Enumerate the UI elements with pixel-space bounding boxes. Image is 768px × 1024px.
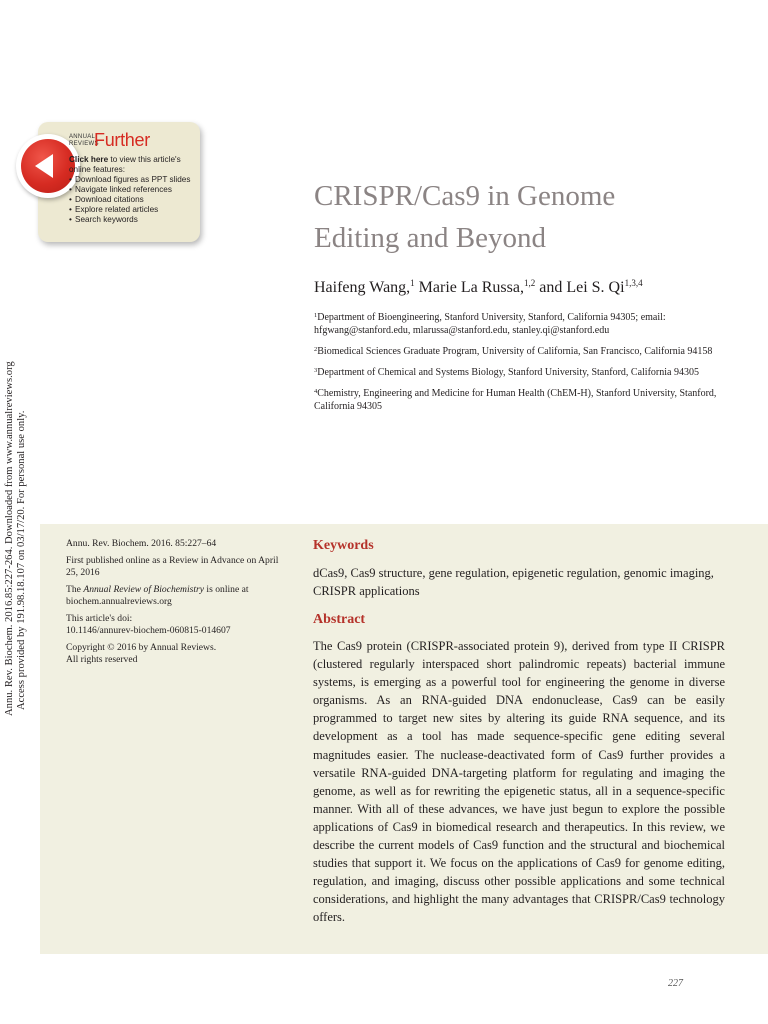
further-item[interactable]: • Explore related articles (69, 205, 197, 215)
download-notice (4, 286, 28, 716)
keywords-heading: Keywords (313, 538, 374, 553)
online-suffix: is online at biochem.annualreviews.org (66, 584, 249, 607)
first-published: First published online as a Review in Advance on April 25, 2016 (66, 555, 279, 578)
download-notice-line-1: Annu. Rev. Biochem. 2016.85:227-264. Downloaded from www.annualreviews.org (4, 361, 15, 716)
article-meta (66, 538, 286, 671)
abstract-text: The Cas9 protein (CRISPR-associated protein 9), derived from type II CRISPR (clustered regularly interspaced short palindromic repeats) bacterial immune systems, is emerging as a powerful tool for engineering the genome in diverse organisms. As an RNA-guided DNA endonuclease, Cas9 can be easily programmed to target new sites by altering its guide RNA sequence, and its development as a tool has made sequence-specific gene editing several magnitudes easier. The nuclease-deactivated form of Cas9 further provides a versatile RNA-guided DNA-targeting platform for regulating and imaging the genome, as well as for rewriting the epigenetic status, all in a sequence-specific manner. With all of these advances, we have just begun to explore the possible applications of Cas9 in biomedical research and therapeutics. In this review, we describe the current models of Cas9 function and the structural and biochemical studies that support it. We focus on the applications of Cas9 for genome editing, regulation, and imaging, discuss other possible applications and some technical considerations, and highlight the many advantages that CRISPR/Cas9 technology offers. (313, 639, 725, 925)
author-name: and Lei S. Qi (535, 279, 625, 296)
click-here-link[interactable]: Click here (69, 155, 109, 164)
page-number: 227 (668, 978, 683, 989)
online-availability (66, 584, 286, 608)
further-text (69, 155, 197, 225)
author-sup: 1,3,4 (624, 278, 643, 288)
affiliation-sup: 4 (314, 388, 318, 395)
further-item[interactable]: • Search keywords (69, 215, 197, 225)
author-name: Marie La Russa, (414, 279, 524, 296)
affiliation-sup: 2 (314, 346, 318, 353)
affiliation (314, 364, 734, 379)
further-item[interactable]: • Navigate linked references (69, 185, 197, 195)
title-line-2: Editing and Beyond (314, 222, 546, 254)
copyright-block (66, 642, 286, 666)
online-prefix: The (66, 584, 84, 595)
affiliation-sup: 3 (314, 367, 318, 374)
doi-label: This article's doi: (66, 613, 133, 624)
keywords-text: dCas9, Cas9 structure, gene regulation, epigenetic regulation, genomic imaging, CRISPR applications (313, 566, 714, 598)
affiliation-sup: 1 (314, 312, 318, 319)
further-list (69, 175, 197, 225)
click-text: to view this article's online features: (69, 155, 181, 174)
abstract-heading: Abstract (313, 612, 366, 627)
author-sup: 1,2 (523, 278, 536, 288)
rights: All rights reserved (66, 654, 138, 665)
title-line-1: CRISPR/Cas9 in Genome (314, 180, 616, 212)
affiliation-text: Biomedical Sciences Graduate Program, University of California, San Francisco, California 94158 (317, 346, 713, 357)
affiliation (314, 385, 734, 413)
affiliation-text: Department of Chemical and Systems Biology, Stanford University, Stanford, California 94305 (317, 367, 699, 378)
citation: Annu. Rev. Biochem. 2016. 85:227–64 (66, 538, 217, 549)
article-title (314, 175, 734, 259)
journal-name: Annual Review of Biochemistry (83, 584, 205, 595)
affiliation-text: Department of Bioengineering, Stanford University, Stanford, California 94305; email: hfgwang@stanford.edu, mlarussa@stanford.edu, stanley.qi@stanford.edu (314, 312, 666, 336)
affiliation (314, 343, 734, 358)
affiliations (314, 309, 734, 419)
copyright: Copyright © 2016 by Annual Reviews. (66, 642, 217, 653)
brand-line-1: ANNUAL (69, 134, 96, 140)
affiliation-text: Chemistry, Engineering and Medicine for Human Health (ChEM-H), Stanford University, Stanford, California 94305 (314, 388, 717, 412)
author-sup: 1 (410, 278, 415, 288)
brand-line-2: REVIEWS (69, 141, 99, 147)
back-arrow-icon (35, 154, 53, 178)
further-item[interactable]: • Download figures as PPT slides (69, 175, 197, 185)
further-title: Further (94, 130, 150, 150)
further-item[interactable]: • Download citations (69, 195, 197, 205)
authors (314, 278, 734, 297)
affiliation (314, 309, 734, 337)
further-button-face (21, 139, 75, 193)
doi-block (66, 613, 286, 637)
further-box[interactable] (38, 122, 200, 242)
author-name: Haifeng Wang, (314, 279, 411, 296)
doi-link[interactable]: 10.1146/annurev-biochem-060815-014607 (66, 625, 231, 636)
download-notice-line-2: Access provided by 191.98.18.107 on 03/17/20. For personal use only. (16, 410, 27, 710)
